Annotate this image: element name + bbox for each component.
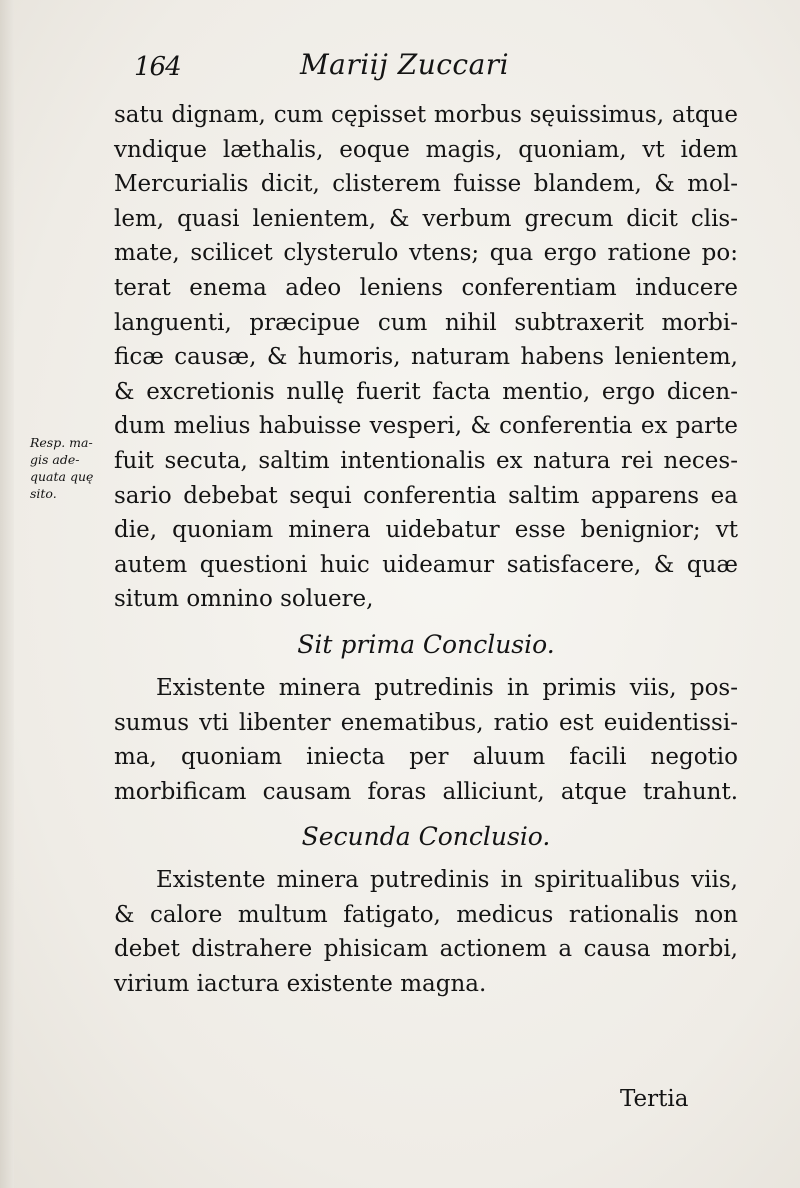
text-line: terat enema adeo leniens conferentiam inducere [114,274,738,301]
paragraph-3 [114,863,738,1001]
marginal-note-line: gis ade- [30,452,80,467]
catchword: Tertia [620,1086,689,1112]
text-line: situm omnino soluere, [114,586,374,613]
text-line: & excretionis nullę fuerit facta mentio, ergo dicen- [114,378,738,405]
text-line: lem, quasi lenientem, & verbum grecum dicit clis- [114,205,738,232]
page-header [110,46,670,90]
running-head: Mariij Zuccari [300,48,510,81]
marginal-note-line: quata quę [30,469,94,484]
text-line: fuit secuta, saltim intentionalis ex natura rei neces- [114,447,738,474]
section-heading-second-conclusion: Secunda Conclusio. [301,822,551,852]
text-line: sumus vti libenter enematibus, ratio est euidentissi- [114,709,738,736]
paragraph-1 [114,98,738,617]
page-gutter-shadow [0,0,14,1188]
text-line: die, quoniam minera uidebatur esse benignior; vt [114,517,738,544]
text-line: Existente minera putredinis in primis viis, pos- [156,674,738,701]
marginal-note-line: Resp. ma- [30,435,93,450]
text-line: languenti, præcipue cum nihil subtraxerit morbi- [114,309,738,336]
section-heading-first-conclusion: Sit prima Conclusio. [297,629,555,659]
marginal-note-line: sito. [30,486,57,501]
text-line: autem questioni huic uideamur satisfacere, & quæ [114,551,738,578]
text-line: satu dignam, cum cępisset morbus sęuissimus, atque [114,102,738,128]
text-line: Mercurialis dicit, clisterem fuisse blandem, & mol- [114,171,738,198]
text-line: ma, quoniam iniecta per aluum facili negotio [114,744,738,771]
page-number: 164 [134,52,181,82]
text-line: Existente minera putredinis in spiritualibus viis, [156,867,738,894]
text-line: virium iactura existente magna. [114,971,487,998]
text-line: ficæ causæ, & humoris, naturam habens lenientem, [114,344,738,371]
text-line: morbificam causam foras alliciunt, atque trahunt. [114,778,738,805]
text-line: debet distrahere phisicam actionem a causa morbi, [114,936,738,963]
body-text [114,98,738,1002]
text-line: & calore multum fatigato, medicus rationalis non [114,901,738,928]
text-line: mate, scilicet clysterulo vtens; qua ergo ratione po: [114,240,738,267]
marginal-note [30,434,110,502]
text-line: sario debebat sequi conferentia saltim apparens ea [114,482,738,509]
text-line: vndique læthalis, eoque magis, quoniam, vt idem [114,136,738,163]
text-line: dum melius habuisse vesperi, & conferentia ex parte [114,413,738,440]
paragraph-2 [114,671,738,809]
